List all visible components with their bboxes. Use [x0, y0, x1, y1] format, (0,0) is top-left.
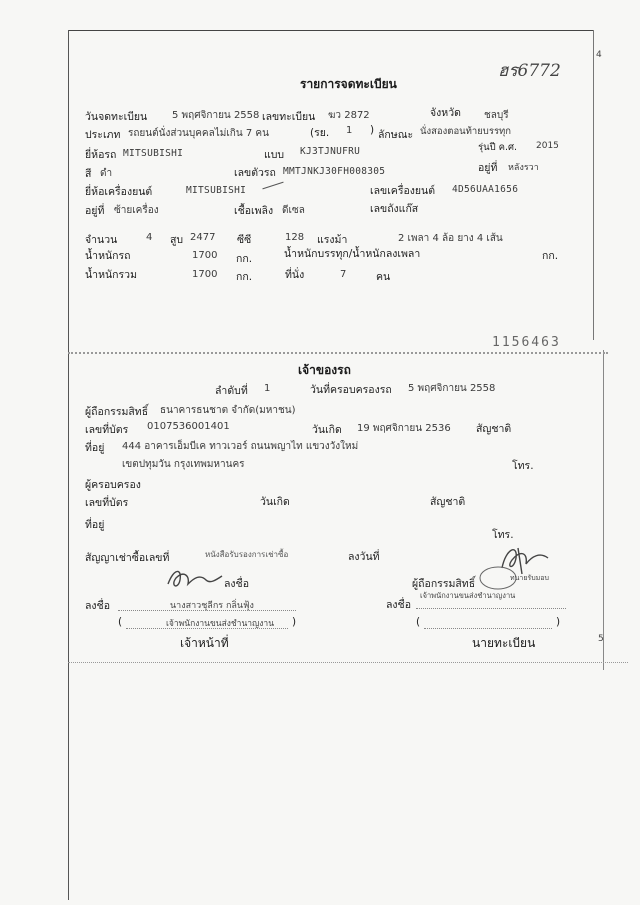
label-reg-date: วันจดทะเบียน [85, 111, 148, 123]
value-address-line2: เขตปทุมวัน กรุงเทพมหานคร [122, 459, 245, 470]
label-contract-date: ลงวันที่ [348, 551, 380, 563]
label-dob: วันเกิด [312, 424, 342, 436]
officer-position-line [126, 628, 288, 629]
label-weight-load: น้ำหนักบรรทุก/น้ำหนักลงเพลา [284, 248, 421, 260]
frame-right-line-lower [603, 350, 604, 670]
label-sign-left-top: ลงชื่อ [224, 578, 249, 590]
value-axles: 2 เพลา 4 ล้อ ยาง 4 เส้น [398, 233, 503, 244]
label-contract: สัญญาเช่าซื้อเลขที่ [85, 552, 170, 564]
label-weight-total: น้ำหนักรวม [85, 269, 137, 281]
value-seq: 1 [264, 383, 271, 394]
label-owner-sign: ผู้ถือกรรมสิทธิ์ [412, 578, 476, 590]
value-chassis: MMTJNKJ30FH008305 [283, 166, 386, 177]
value-engine-no: 4D56UAA1656 [452, 184, 519, 195]
officer-paren-close: ) [292, 616, 297, 628]
label-possession-date: วันที่ครอบครองรถ [310, 384, 392, 396]
label-holder: ผู้ครอบครอง [85, 479, 141, 491]
label-nationality: สัญชาติ [476, 423, 512, 435]
label-kg2: กก. [542, 250, 559, 262]
label-seq: ลำดับที่ [215, 385, 248, 397]
label-model-year: รุ่นปี ค.ศ. [478, 142, 518, 153]
label-province: จังหวัด [430, 107, 461, 119]
value-province: ชลบุรี [484, 110, 509, 121]
registrar-paren-open: ( [416, 616, 421, 628]
value-dob: 19 พฤศจิกายน 2536 [357, 423, 451, 434]
value-model: KJ3TJNUFRU [300, 146, 361, 157]
registrar-note: เจ้าพนักงานขนส่งชำนาญงาน [420, 591, 516, 600]
serial-number: 1156463 [492, 335, 561, 350]
frame-right-line [593, 30, 594, 340]
value-model-year: 2015 [536, 141, 559, 151]
label-owner: ผู้ถือกรรมสิทธิ์ [85, 406, 149, 418]
label-dob2: วันเกิด [260, 496, 290, 508]
label-chassis: เลขตัวรถ [234, 167, 276, 179]
value-address-line1: 444 อาคารเอ็มบีเค ทาวเวอร์ ถนนพญาไท แขวงวังใหม่ [122, 441, 359, 452]
section-separator [68, 352, 608, 354]
label-engine-brand: ยี่ห้อเครื่องยนต์ [85, 186, 153, 198]
value-rs: 1 [346, 125, 353, 136]
label-hp: แรงม้า [317, 234, 348, 246]
label-persons: คน [376, 271, 391, 283]
officer-paren-open: ( [118, 616, 123, 628]
label-count: จำนวน [85, 234, 118, 246]
label-address2: ที่อยู่ [85, 519, 105, 531]
value-engine-brand: MITSUBISHI [186, 185, 247, 196]
label-color: สี [85, 168, 92, 180]
label-gas-tank: เลขถังแก๊ส [370, 203, 419, 215]
owner-stamp-note: ทนายรับมอบ [510, 574, 549, 582]
label-id-no: เลขที่บัตร [85, 424, 129, 436]
label-rs-close: ) [370, 124, 375, 136]
value-color: ดำ [100, 168, 113, 179]
value-fuel: ดีเซล [282, 205, 305, 216]
label-reg-no: เลขทะเบียน [262, 111, 316, 123]
label-style: ลักษณะ [378, 129, 414, 141]
label-sign-left: ลงชื่อ [85, 600, 110, 612]
registrar-title: นายทะเบียน [472, 636, 536, 650]
registrar-paren-close: ) [556, 616, 561, 628]
officer-title: เจ้าหน้าที่ [180, 636, 229, 650]
stamp-text: หนังสือรับรองการเช่าซื้อ [205, 550, 289, 559]
value-reg-date: 5 พฤศจิกายน 2558 [172, 110, 260, 121]
value-weight-car: 1700 [192, 250, 218, 261]
label-cc: ซีซี [237, 234, 252, 246]
frame-left-line [68, 30, 69, 900]
label-sign-right: ลงชื่อ [386, 599, 411, 611]
value-id-no: 0107536001401 [147, 421, 230, 432]
page-marker-top: 4 [596, 50, 602, 60]
value-owner: ธนาคารธนชาต จำกัด(มหาชน) [160, 405, 296, 416]
label-engine-location: อยู่ที่ [85, 205, 105, 217]
value-hp: 128 [285, 232, 305, 243]
label-seats: ที่นั่ง [285, 269, 305, 281]
owner-title: เจ้าของรถ [298, 363, 351, 377]
frame-top-line [68, 30, 593, 31]
label-fuel: เชื้อเพลิง [234, 205, 274, 217]
page-number: 5 [598, 634, 604, 644]
value-weight-total: 1700 [192, 269, 218, 280]
label-brand: ยี่ห้อรถ [85, 149, 117, 161]
value-engine-location: ซ้ายเครื่อง [114, 205, 159, 216]
officer-sign-line [118, 610, 296, 611]
value-style: นั่งสองตอนท้ายบรรทุก [420, 126, 512, 137]
officer-position: เจ้าพนักงานขนส่งชำนาญงาน [166, 619, 275, 629]
label-kg1: กก. [236, 253, 253, 265]
officer-signature [160, 562, 230, 594]
engine-brand-stroke [262, 182, 283, 190]
label-model: แบบ [264, 149, 285, 161]
label-location: อยู่ที่ [478, 162, 498, 174]
label-nationality2: สัญชาติ [430, 496, 466, 508]
label-kg3: กก. [236, 271, 253, 283]
value-reg-no: ฆว 2872 [328, 110, 370, 121]
handwritten-id: ฮร6772 [498, 61, 561, 81]
label-type: ประเภท [85, 129, 121, 141]
label-engine-no: เลขเครื่องยนต์ [370, 185, 436, 197]
registrar-sign-line [416, 608, 566, 609]
label-id-no2: เลขที่บัตร [85, 497, 129, 509]
registrar-position-line [424, 628, 552, 629]
value-location: หลังรวา [508, 163, 539, 173]
value-cylinders: 2477 [190, 232, 216, 243]
label-tel2: โทร. [492, 529, 514, 541]
label-weight-car: น้ำหนักรถ [85, 250, 131, 262]
officer-name: นางสาวชุลีกร กลิ่นฟุ้ง [170, 601, 254, 611]
footer-separator [68, 662, 628, 663]
registration-title: รายการจดทะเบียน [300, 77, 397, 91]
label-address: ที่อยู่ [85, 442, 105, 454]
value-brand: MITSUBISHI [123, 148, 184, 159]
value-possession-date: 5 พฤศจิกายน 2558 [408, 383, 496, 394]
label-rs: (รย. [310, 127, 330, 139]
value-count: 4 [146, 232, 153, 243]
value-seats: 7 [340, 269, 347, 280]
label-tel: โทร. [512, 460, 534, 472]
label-cylinders: สูบ [170, 234, 184, 246]
value-type: รถยนต์นั่งส่วนบุคคลไม่เกิน 7 คน [128, 128, 269, 139]
